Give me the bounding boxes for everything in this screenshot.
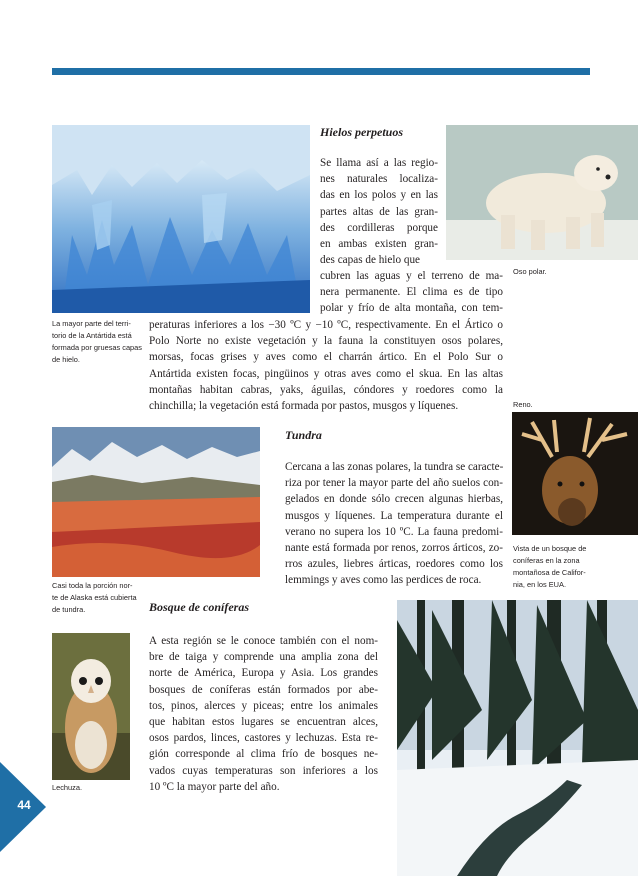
text-line: cubren las aguas y el terreno de ma-: [320, 270, 503, 282]
forest-caption: [513, 543, 605, 591]
text-line: osos pardos, linces, castores y lechuzas. Esta re-: [149, 732, 378, 745]
text-line: Cercana a las zonas polares, la tundra se caracte-: [285, 461, 504, 473]
text-line: 10 ºC la mayor parte del año.: [149, 780, 280, 793]
caption-line: te de Alaska está cubierta: [52, 593, 137, 602]
caption-line: montañosa de Califor-: [513, 568, 586, 577]
caption-line: de tundra.: [52, 605, 86, 614]
page-number: 44: [17, 798, 31, 812]
reindeer-photo: [512, 412, 638, 535]
text-line: gión corresponde al clima frío de bosques ne-: [149, 748, 378, 761]
tundra-caption: [52, 580, 147, 616]
text-line: nante está formada por renos, zorros árticos, zo-: [285, 542, 503, 555]
text-line: polar y frío de alta montaña, con tem-: [320, 302, 503, 315]
owl-caption: Lechuza.: [52, 783, 82, 792]
text-line: verano no supera los 10 ºC. La fauna predomi-: [285, 525, 503, 538]
text-line: nera permanente. El clima es de tipo: [320, 286, 503, 299]
text-line: das en los polos y en las: [320, 189, 438, 202]
barn-owl-photo: [52, 633, 130, 780]
text-line: peraturas inferiores a los −30 ºC y −10 ºC, respectivamente. En el Ártico o: [149, 319, 503, 331]
section-title-hielos: Hielos perpetuos: [320, 125, 403, 139]
text-line: gelados en donde sólo crecen algunas hierbas,: [285, 493, 503, 506]
text-line: lemmings y aves como las perdices de roca.: [285, 574, 482, 587]
caption-line: coníferas en la zona: [513, 556, 580, 565]
caption-line: Vista de un bosque de: [513, 544, 587, 553]
glacier-photo: [52, 125, 310, 313]
caption-line: Casi toda la porción nor-: [52, 581, 133, 590]
caption-line: nia, en los EUA.: [513, 580, 566, 589]
caption-line: La mayor parte del terri-: [52, 319, 131, 328]
text-line: bosques de coníferas están formados por abe-: [149, 683, 378, 696]
text-line: en ambas existen gran-: [320, 238, 438, 251]
glacier-caption: [52, 318, 142, 366]
hielos-body-medium: [320, 268, 503, 317]
caption-line: torio de la Antártida está: [52, 331, 132, 340]
text-line: des capas de hielo que: [320, 254, 421, 267]
text-line: montañas habitan cabras, yaks, águilas, cóndores y roedores como la: [149, 383, 503, 396]
text-line: Polo Norte no existe vegetación y la fauna la constituyen osos polares,: [149, 335, 503, 348]
text-line: des cordilleras porque: [320, 221, 438, 234]
polar-bear-caption: Oso polar.: [513, 267, 547, 276]
text-line: riza por tener la mayor parte del año suelos con-: [285, 477, 503, 490]
text-line: vados cuyas temperaturas son inferiores a los: [149, 764, 378, 777]
snowy-forest-photo: [397, 600, 638, 876]
text-line: nes naturales localiza-: [320, 173, 438, 186]
header-rule: [52, 68, 590, 75]
text-line: musgos y líquenes. La temperatura durante el: [285, 509, 503, 522]
text-line: morsas, focas grises y aves como el charrán ártico. En el Polo Sur o: [149, 351, 503, 364]
reindeer-caption: Reno.: [513, 400, 533, 409]
hielos-body-narrow: [320, 155, 438, 268]
polar-bear-photo: [446, 125, 638, 260]
text-line: A esta región se le conoce también con el nom-: [149, 635, 378, 647]
text-line: norte de América, Europa y Asia. Los grandes: [149, 667, 378, 680]
text-line: tos, pinos, alerces y piceas; entre los animales: [149, 699, 378, 712]
caption-line: formada por gruesas capas: [52, 343, 142, 352]
text-line: que habitan estos lugares se encuentran alces,: [149, 716, 378, 729]
text-line: chinchilla; la vegetación está formada por pastos, musgos y líquenes.: [149, 400, 459, 413]
section-title-bosque: Bosque de coníferas: [149, 600, 249, 614]
caption-line: de hielo.: [52, 355, 80, 364]
bosque-body: [149, 633, 378, 795]
tundra-photo: [52, 427, 260, 577]
text-line: bre de taiga y comprende una amplia zona del: [149, 651, 378, 664]
tundra-body: [285, 459, 503, 589]
text-line: Antártida existen focas, pingüinos y otras aves como el skua. En las altas: [149, 367, 503, 380]
text-line: partes altas de las gran-: [320, 205, 438, 218]
hielos-body-wide: [149, 317, 503, 414]
text-line: Se llama así a las regio-: [320, 157, 438, 169]
section-title-tundra: Tundra: [285, 428, 322, 442]
text-line: rros azules, liebres árticas, roedores como los: [285, 558, 503, 571]
